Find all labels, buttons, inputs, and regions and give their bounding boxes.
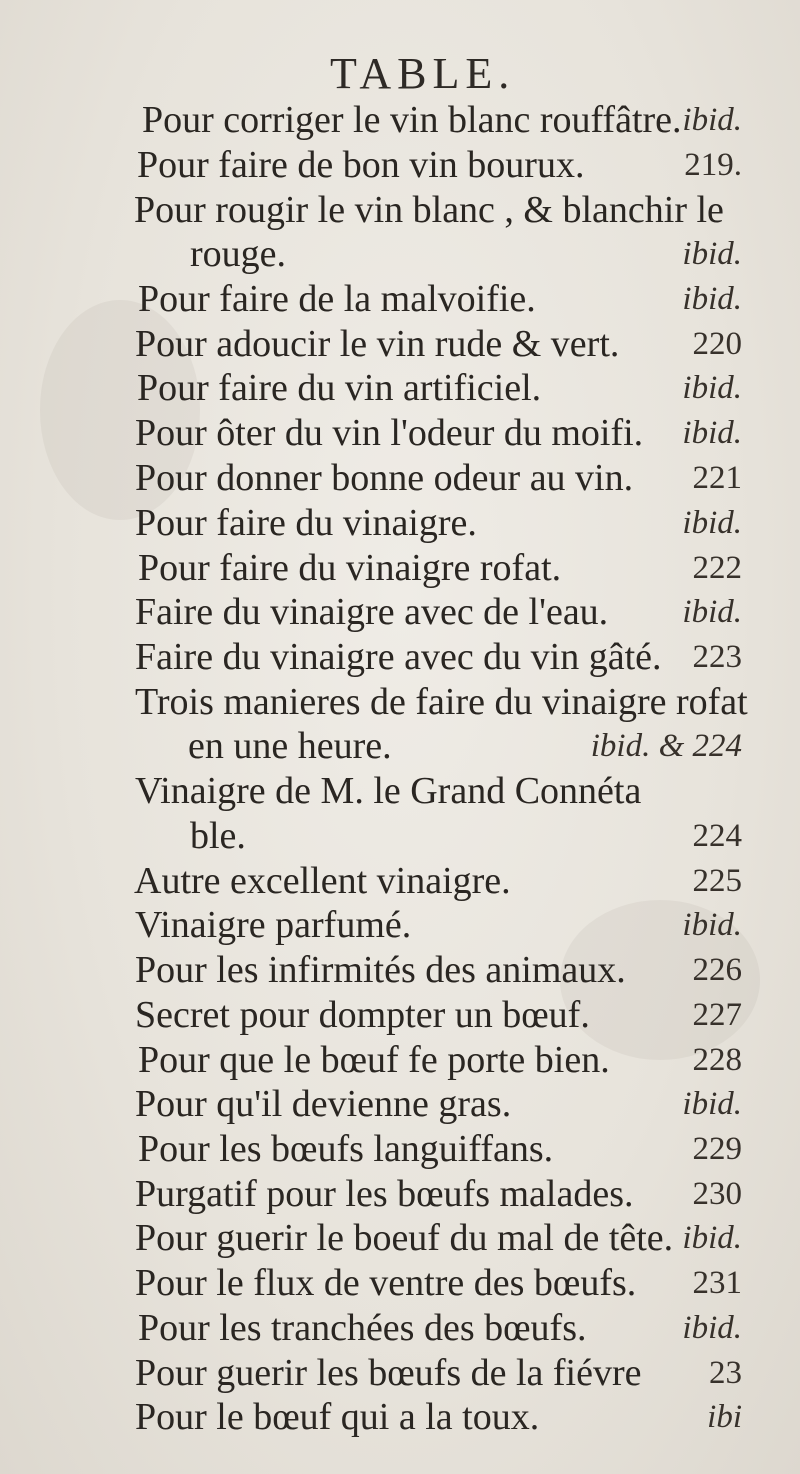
entry-page: ibid. [682,281,742,317]
entry-text: Pour faire de bon vin bourux. [137,144,585,186]
entry-text: Pour ôter du vin l'odeur du moifi. [135,412,644,454]
entry-page: ibid. & 224 [590,728,742,764]
entry-page: 224 [692,818,742,854]
entry-page: 231 [692,1265,742,1301]
entry-text: Pour qu'il devienne gras. [135,1083,512,1125]
list-item [0,903,800,947]
list-item [0,456,800,500]
list-item [0,1395,800,1439]
entry-text: Pour faire du vinaigre. [135,502,477,544]
list-item [0,232,800,276]
list-item [0,635,800,679]
entry-page: 229 [692,1131,742,1167]
entry-page: 221 [692,460,742,496]
entry-text: Pour faire du vinaigre rofat. [138,547,562,589]
list-item [0,1127,800,1171]
entry-text: Pour guerir les bœufs de la fiévre [135,1352,642,1394]
entry-text: Pour faire de la malvoifie. [138,278,536,320]
entry-text: Faire du vinaigre avec du vin gâté. [135,636,662,678]
entry-page: ibid. [682,1310,742,1346]
entry-page: ibid. [682,1086,742,1122]
list-item [0,724,800,768]
entry-text: Pour les bœufs languiffans. [138,1128,554,1170]
entry-text: Pour le flux de ventre des bœufs. [135,1262,637,1304]
entry-page: ibid. [682,594,742,630]
entry-page: ibid. [682,907,742,943]
entry-page: 228 [692,1042,742,1078]
entry-page: ibid. [682,102,742,138]
list-item [0,993,800,1037]
list-item [0,1306,800,1350]
list-item [0,1172,800,1216]
entry-page: 225 [692,863,742,899]
entry-page: ibid. [682,415,742,451]
list-item [0,814,800,858]
entry-page: ibid. [682,1220,742,1256]
entry-page: 23 [709,1355,742,1391]
entry-page: ibid. [682,236,742,272]
entry-text: Trois manieres de faire du vinaigre rofat [135,681,748,723]
entry-page: ibid. [682,370,742,406]
entry-page: ibi [707,1399,742,1435]
entry-text: Pour adoucir le vin rude & vert. [135,323,620,365]
entry-page: 219. [684,147,742,183]
entry-text: Faire du vinaigre avec de l'eau. [135,591,609,633]
list-item [0,322,800,366]
list-item [0,411,800,455]
entry-text: Pour rougir le vin blanc , & blanchir le [134,189,724,231]
entry-text: Pour le bœuf qui a la toux. [135,1396,540,1438]
list-item [0,1038,800,1082]
list-item [0,948,800,992]
list-item [0,1351,800,1395]
entry-text: Purgatif pour les bœufs malades. [135,1173,634,1215]
list-item [0,1216,800,1260]
entry-page: 230 [692,1176,742,1212]
entry-text: Pour corriger le vin blanc rouffâtre. [142,99,682,141]
entry-text: Vinaigre de M. le Grand Connéta [135,770,642,812]
list-item [0,546,800,590]
page-title: TABLE. [330,49,516,98]
entry-text: Pour faire du vin artificiel. [137,367,542,409]
entry-page: 220 [692,326,742,362]
entry-text: Autre excellent vinaigre. [134,860,511,902]
entry-text: rouge. [190,233,287,275]
list-item [0,769,800,813]
entry-text: Pour guerir le boeuf du mal de tête. [135,1217,674,1259]
list-item [0,1082,800,1126]
entry-text: Vinaigre parfumé. [135,904,412,946]
list-item [0,501,800,545]
entry-text: Pour les tranchées des bœufs. [138,1307,587,1349]
entry-text: ble. [190,815,246,857]
list-item [0,680,800,724]
entry-page: 223 [692,639,742,675]
entry-text: Pour les infirmités des animaux. [135,949,626,991]
entry-text: en une heure. [188,725,392,767]
list-item [0,277,800,321]
entry-page: 227 [692,997,742,1033]
list-item [0,1261,800,1305]
entry-page: ibid. [682,505,742,541]
entry-page: 222 [692,550,742,586]
entry-page: 226 [692,952,742,988]
list-item [0,590,800,634]
list-item [0,98,800,142]
list-item [0,143,800,187]
list-item [0,859,800,903]
list-item [0,188,800,232]
entry-text: Secret pour dompter un bœuf. [135,994,590,1036]
list-item [0,366,800,410]
entry-text: Pour donner bonne odeur au vin. [135,457,634,499]
entry-text: Pour que le bœuf fe porte bien. [138,1039,610,1081]
